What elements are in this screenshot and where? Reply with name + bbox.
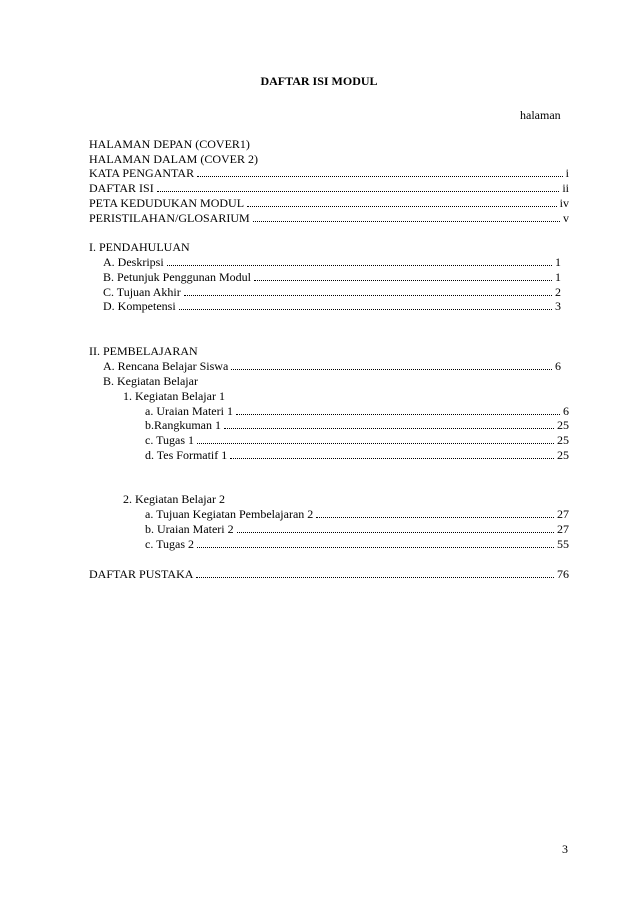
subsection-heading-kb1: 1. Kegiatan Belajar 1: [123, 389, 225, 403]
section-heading-pembelajaran: II. PEMBELAJARAN: [89, 344, 198, 358]
toc-page: 1: [555, 270, 561, 284]
toc-entry-deskripsi: [103, 255, 561, 269]
toc-page: 1: [555, 255, 561, 269]
toc-page: 27: [557, 522, 569, 536]
toc-entry-cover1: HALAMAN DEPAN (COVER1): [89, 137, 250, 151]
toc-page: 3: [555, 299, 561, 313]
toc-entry-tugas-1: [145, 433, 569, 447]
toc-label: a. Tujuan Kegiatan Pembelajaran 2: [145, 507, 314, 521]
dot-leader: [230, 448, 554, 459]
toc-entry-peta-kedudukan: [89, 196, 569, 210]
dot-leader: [196, 567, 554, 578]
toc-entry-tugas-2: [145, 537, 569, 551]
toc-entry-cover2: HALAMAN DALAM (COVER 2): [89, 152, 258, 166]
subsection-heading-kb2: 2. Kegiatan Belajar 2: [123, 492, 225, 506]
toc-entry-daftar-pustaka: [89, 567, 569, 581]
toc-page: ii: [562, 181, 569, 195]
dot-leader: [197, 537, 554, 548]
toc-label: c. Tugas 1: [145, 433, 195, 447]
page-title: DAFTAR ISI MODUL: [260, 74, 378, 88]
toc-label: b.Rangkuman 1: [145, 418, 221, 432]
dot-leader: [157, 181, 560, 192]
dot-leader: [167, 255, 552, 266]
toc-entry-kata-pengantar: [89, 166, 569, 180]
toc-page: 2: [555, 285, 561, 299]
toc-page: 25: [557, 448, 569, 462]
toc-entry-tes-formatif-1: [145, 448, 569, 462]
toc-entry-tujuan-akhir: [103, 285, 561, 299]
toc-label: DAFTAR PUSTAKA: [89, 567, 194, 581]
halaman-header: halaman: [520, 108, 561, 122]
toc-label: A. Deskripsi: [103, 255, 164, 269]
toc-label: A. Rencana Belajar Siswa: [103, 359, 229, 373]
dot-leader: [197, 433, 554, 444]
toc-label: a. Uraian Materi 1: [145, 404, 233, 418]
toc-page: i: [565, 166, 569, 180]
toc-page: 76: [557, 567, 569, 581]
toc-entry-glosarium: [89, 211, 569, 225]
toc-label: PERISTILAHAN/GLOSARIUM: [89, 211, 250, 225]
toc-label: C. Tujuan Akhir: [103, 285, 181, 299]
toc-label: D. Kompetensi: [103, 299, 176, 313]
toc-page: 6: [555, 359, 561, 373]
dot-leader: [224, 418, 554, 429]
toc-entry-rencana-belajar: [103, 359, 561, 373]
toc-page: 6: [563, 404, 569, 418]
toc-label: c. Tugas 2: [145, 537, 195, 551]
toc-label: b. Uraian Materi 2: [145, 522, 234, 536]
dot-leader: [236, 404, 560, 415]
toc-entry-kegiatan-belajar: B. Kegiatan Belajar: [103, 374, 198, 388]
dot-leader: [179, 299, 552, 310]
toc-entry-petunjuk: [103, 270, 561, 284]
dot-leader: [237, 522, 554, 533]
dot-leader: [253, 211, 560, 222]
toc-page: iv: [559, 196, 569, 210]
toc-entry-tujuan-kegiatan-2: [145, 507, 569, 521]
toc-page: 25: [557, 433, 569, 447]
toc-label: PETA KEDUDUKAN MODUL: [89, 196, 245, 210]
dot-leader: [316, 507, 554, 518]
dot-leader: [247, 196, 557, 207]
toc-entry-uraian-materi-1: [145, 404, 569, 418]
toc-page: 25: [557, 418, 569, 432]
dot-leader: [184, 285, 552, 296]
toc-entry-uraian-materi-2: [145, 522, 569, 536]
toc-entry-kompetensi: [103, 299, 561, 313]
dot-leader: [254, 270, 552, 281]
toc-label: DAFTAR ISI: [89, 181, 154, 195]
toc-page: 55: [557, 537, 569, 551]
toc-entry-daftar-isi: [89, 181, 569, 195]
toc-page: v: [563, 211, 569, 225]
section-heading-pendahuluan: I. PENDAHULUAN: [89, 240, 190, 254]
page-number: 3: [562, 842, 568, 856]
dot-leader: [197, 166, 563, 177]
toc-label: d. Tes Formatif 1: [145, 448, 228, 462]
toc-entry-rangkuman-1: [145, 418, 569, 432]
dot-leader: [231, 359, 552, 370]
toc-page: 27: [557, 507, 569, 521]
toc-label: B. Petunjuk Penggunan Modul: [103, 270, 252, 284]
toc-label: KATA PENGANTAR: [89, 166, 195, 180]
